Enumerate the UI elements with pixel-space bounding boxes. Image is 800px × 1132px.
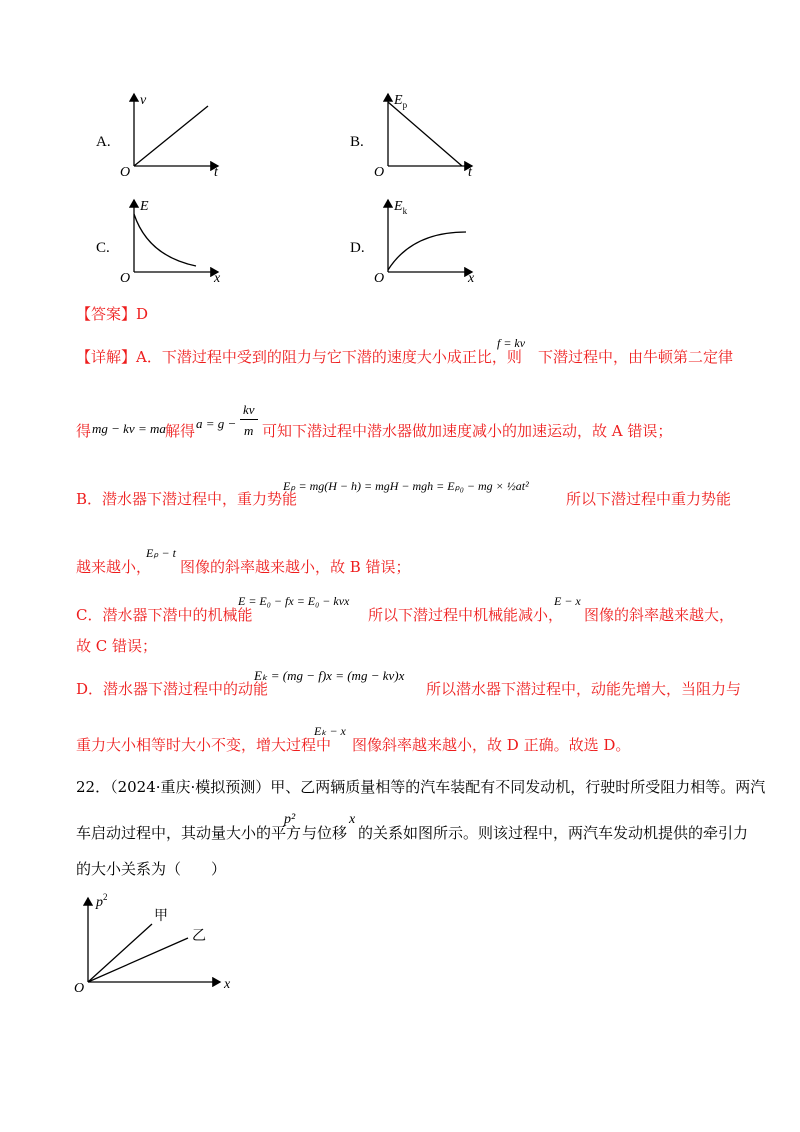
explain-b-line1-end: 所以下潜过程中重力势能: [566, 490, 732, 508]
explain-d-line2: 重力大小相等时大小不变，增大过程中: [76, 736, 332, 754]
explain-d-line1-end: 所以潜水器下潜过程中，动能先增大，当阻力与: [426, 680, 742, 698]
eq-e-x: E − x: [554, 594, 581, 608]
answer-line: [76, 303, 148, 324]
graph-b: [372, 88, 482, 180]
explain-c-line1-end: 图像的斜率越来越大，: [584, 606, 735, 624]
answer-value: D: [136, 305, 149, 323]
graph-a-line: [134, 106, 208, 166]
eq-ek-x: Eₖ − x: [314, 724, 346, 738]
explain-a-line1: 【详解】A．下潜过程中受到的阻力与它下潜的速度大小成正比，则: [76, 348, 522, 366]
graph-c-x-label: x: [214, 271, 221, 286]
graph-a-origin: O: [120, 165, 131, 180]
option-b-label: B.: [350, 134, 364, 150]
option-c-label: C.: [96, 240, 110, 256]
q22-line-jia: [88, 924, 152, 982]
graph-b-line: [388, 102, 462, 166]
q22-line2a: 车启动过程中，其动量大小的平方: [76, 824, 302, 842]
explain-b-line2: 越来越小，: [76, 558, 152, 576]
graph-b-origin: O: [374, 165, 385, 180]
graph-b-y-label: $E_p$: [394, 93, 408, 110]
graph-d-curve: [388, 232, 466, 270]
graph-d-origin: O: [374, 271, 385, 286]
graph-a-x-label: t: [214, 165, 218, 180]
explain-a-conclusion: 可知下潜过程中潜水器做加速度减小的加速运动，故 A 错误；: [262, 422, 673, 440]
graph-b-x-label: t: [468, 165, 472, 180]
eq-f-kv: f = kv: [497, 336, 526, 350]
eq-mechanical: E = E₀ − fx = E₀ − kvx: [238, 594, 350, 608]
eq-potential: Eₚ = mg(H − h) = mgH − mgh = Eₚ₀ − mg × ½at²: [283, 479, 529, 493]
graph-c-origin: O: [120, 271, 131, 286]
eq-kinetic: Eₖ = (mg − f)x = (mg − kv)x: [254, 668, 405, 683]
eq-newton: mg − kv = ma: [92, 421, 166, 436]
explain-c-line1-mid: 所以下潜过程中机械能减小，: [368, 606, 564, 624]
graph-a: [118, 88, 228, 180]
q22-label-jia: 甲: [154, 909, 168, 924]
q22-y-label: $p^2$: [96, 892, 108, 910]
graph-d-y-label: $E_k$: [394, 199, 408, 216]
explain-d-conclusion: 图像斜率越来越小，故 D 正确。故选 D。: [352, 736, 631, 754]
explain-c-line1: C．潜水器下潜中的机械能: [76, 606, 253, 624]
explain-solve: 解得: [165, 422, 196, 440]
graph-c-y-label: E: [140, 199, 149, 214]
explain-c-line2: 故 C 错误；: [76, 637, 158, 655]
q22-x: x: [349, 812, 356, 827]
graph-a-y-label: v: [140, 93, 147, 108]
q22-line2b: 与位移: [302, 824, 348, 842]
q22-line1: 22．（2024·重庆·模拟预测）甲、乙两辆质量相等的汽车装配有不同发动机，行驶时所受阻力相等。两汽: [76, 778, 766, 796]
explain-d-line1: D．潜水器下潜过程中的动能: [76, 680, 269, 698]
q22-origin: O: [74, 981, 85, 996]
explain-tag: 【详解】: [76, 348, 137, 366]
graph-c-curve: [134, 214, 196, 266]
explain-a-line2: 得: [76, 422, 92, 440]
explain-b-conclusion: 图像的斜率越来越小，故 B 错误；: [180, 558, 411, 576]
q22-graph: [70, 890, 240, 1000]
q22-p2: p²: [284, 812, 296, 827]
option-a-label: A.: [96, 134, 111, 150]
explain-a-line1-end: 下潜过程中，由牛顿第二定律: [538, 348, 734, 366]
q22-label-yi: 乙: [192, 929, 206, 944]
graph-d: [372, 194, 482, 286]
eq-ep-t: Eₚ − t: [146, 546, 176, 560]
graph-c: [118, 194, 228, 286]
q22-line3: 的大小关系为（ ）: [76, 860, 227, 878]
graph-d-x-label: x: [468, 271, 475, 286]
q22-line2c: 的关系如图所示。则该过程中，两汽车发动机提供的牵引力: [358, 824, 749, 842]
explain-b-line1: B．潜水器下潜过程中，重力势能: [76, 490, 298, 508]
q22-line-yi: [88, 938, 188, 982]
answer-tag: 【答案】: [76, 305, 137, 323]
q22-x-label: x: [224, 977, 231, 992]
option-d-label: D.: [350, 240, 365, 256]
